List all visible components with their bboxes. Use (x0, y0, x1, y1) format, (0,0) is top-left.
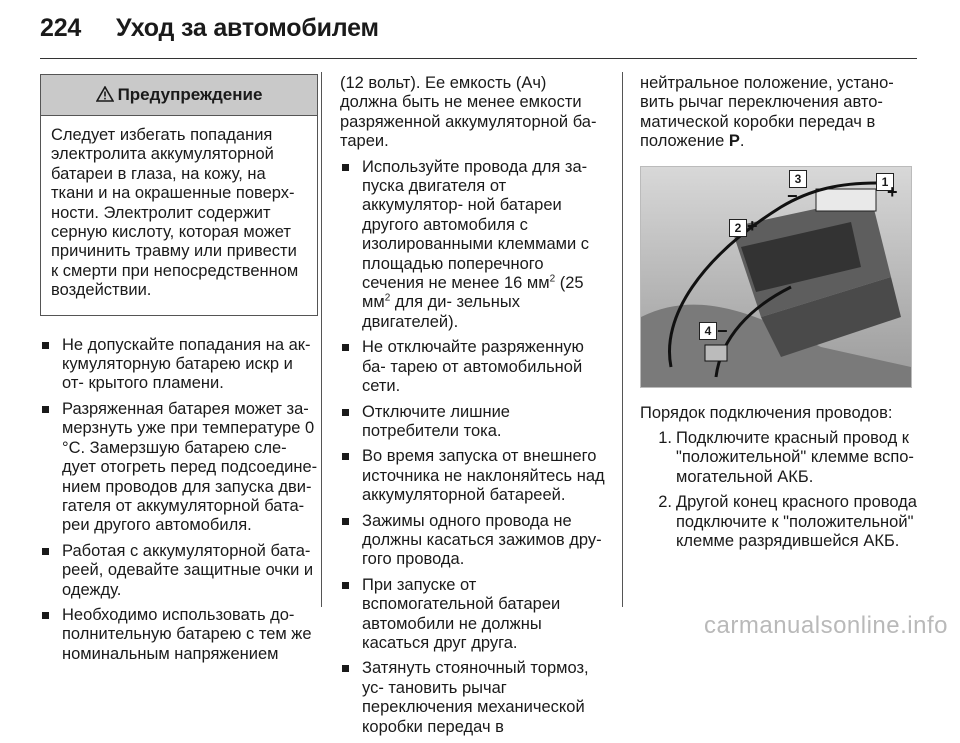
callout-3-label: 3 (789, 170, 807, 188)
list-item: Разряженная батарея может за- мерзнуть уже при температуре 0 °C. Замерзшую батарею сле- дует отогреть перед подсоедине- нием проводов для запуска дви- гателя от аккумуляторной бата- реи другого автомобиля. (40, 400, 318, 536)
step-text: Другой конец красного провода подключите к "положительной" клемме разрядившейся АКБ. (676, 493, 917, 551)
continuation-end: . (739, 132, 745, 151)
column-1 (40, 74, 318, 670)
plus-sign-1: + (887, 181, 898, 202)
list-item: Зажимы одного провода не должны касаться зажимов дру- гого провода. (340, 512, 608, 570)
list-item: Работая с аккумуляторной бата- реей, одевайте защитные очки и одежду. (40, 542, 318, 600)
warning-title-bar (41, 75, 317, 116)
step-number: 2. (658, 493, 672, 512)
superscript: 2 (549, 273, 556, 285)
header-rule (40, 58, 917, 59)
minus-sign-3: − (787, 185, 798, 206)
engine-bay-illustration (641, 167, 911, 387)
continuation-text (640, 74, 922, 152)
column-2 (340, 74, 608, 743)
list-item-2 (652, 493, 922, 551)
watermark: carmanualsonline.info (704, 612, 948, 639)
list-item: Отключите лишние потребители тока. (340, 403, 608, 442)
column-divider-1 (321, 72, 322, 607)
list-item: Не допускайте попадания на ак- кумуляторную батарею искр и от- крытого пламени. (40, 336, 318, 394)
page-title: Уход за автомобилем (116, 14, 379, 42)
continuation-text: (12 вольт). Ее емкость (Ач) должна быть не менее емкости разряженной аккумуляторной ба- тареи. (340, 74, 597, 151)
warning-text: Следует избегать попадания электролита аккумуляторной батареи в глаза, на кожу, на ткани и на окрашенные поверх- ности. Электролит содержит серную кислоту, которая может причинить травму или привести к смерти при непосредственном воздействии. (51, 126, 299, 300)
superscript: 2 (384, 292, 391, 304)
plus-sign-2: + (747, 215, 758, 236)
minus-sign-4: − (717, 320, 728, 341)
column-3 (640, 74, 922, 557)
cable-text-part-1: Используйте провода для за- пуска двигателя от аккумулятор- ной батареи другого автомобиля с изолированными клеммами с площадью поперечного сечения не менее 16 мм (362, 157, 590, 293)
cable-text-part-3: для ди- зельных двигателей). (362, 293, 520, 331)
list-item: Во время запуска от внешнего источника не наклоняйтесь над аккумуляторной батареей. (340, 447, 608, 505)
list-item: Необходимо использовать до- полнительную батарею с тем же номинальным напряжением (40, 606, 318, 664)
list-item: Не отключайте разряженную ба- тарею от автомобильной сети. (340, 338, 608, 396)
step-text: Подключите красный провод к "положительной" клемме вспо- могательной АКБ. (676, 429, 914, 486)
column-1-bullet-list (40, 336, 318, 665)
list-item: Затянуть стояночный тормоз, ус- тановить рычаг переключения механической коробки передач в (340, 659, 608, 737)
continuation-body: нейтральное положение, устано- вить рычаг переключения авто- матической коробки передач в положение (640, 74, 894, 151)
warning-box (40, 74, 318, 316)
page-number: 224 (40, 14, 82, 42)
list-item-cables (340, 158, 608, 333)
warning-title: Предупреждение (117, 85, 263, 104)
jump-start-photo (640, 166, 912, 388)
gear-position-label: P (728, 132, 740, 151)
callout-4-label: 4 (699, 322, 717, 340)
page-header (40, 14, 379, 43)
column-divider-2 (622, 72, 623, 607)
warning-triangle-icon (96, 75, 114, 115)
callout-2-label: 2 (729, 219, 747, 237)
list-item: При запуске от вспомогательной батареи автомобили не должны касаться друг друга. (340, 576, 608, 654)
order-heading: Порядок подключения проводов: (640, 403, 893, 422)
callout-1-label: 1 (876, 173, 894, 191)
ordered-list (640, 429, 922, 551)
cable-text-part-2: (25 мм (362, 274, 584, 312)
list-item-1 (652, 429, 922, 487)
step-number: 1. (658, 429, 672, 448)
